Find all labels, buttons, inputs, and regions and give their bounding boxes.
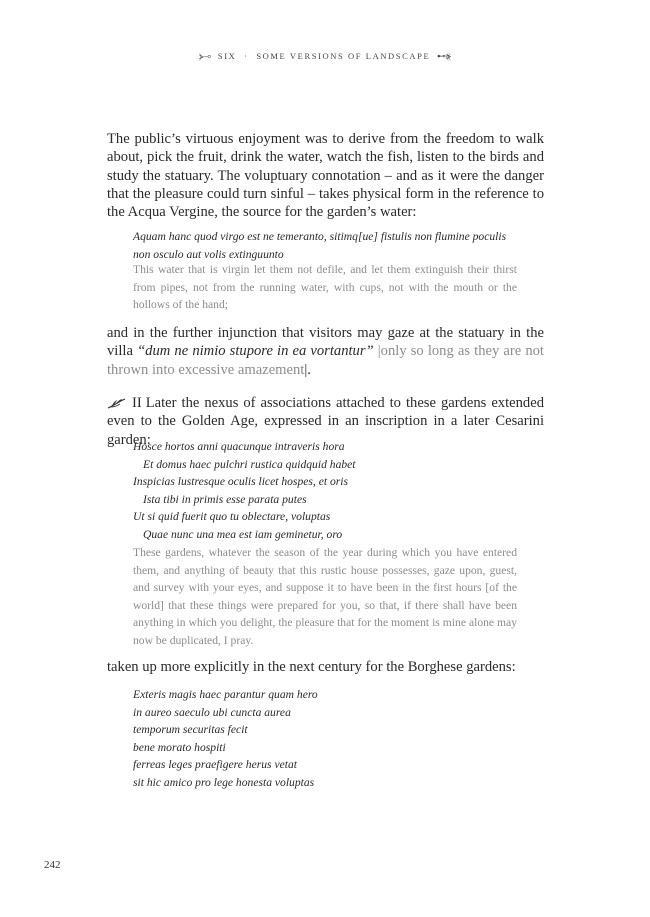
phrase-translation-close: |. — [304, 361, 311, 378]
latin-line: temporum securitas fecit — [133, 723, 248, 736]
latin-phrase: “dum ne nimio stupore in ea vortantur” — [137, 343, 374, 360]
latin-line: ferreas leges praefigere herus vetat — [133, 758, 297, 771]
header-separator: · — [244, 51, 249, 61]
latin-line: bene morato hospiti — [133, 740, 226, 754]
latin-line: Hosce hortos anni quacunque intraveris hora — [133, 440, 345, 453]
ornament-left-icon: ⦔⊸ — [198, 51, 212, 61]
ornament-right-icon: ⊷⦕ — [437, 51, 452, 61]
latin-line: Quae nunc una mea est iam geminetur, oro — [143, 527, 343, 541]
latin-line: Aquam hanc quod virgo est ne temeranto, sitimq[ue] fistulis non flumine poculis — [133, 230, 507, 243]
section-text: Later the nexus of associations attached to these gardens extended even to the Golden Age, expressed in an inscription in a later Cesarini garden: — [107, 395, 544, 448]
translation-2: These gardens, whatever the season of the year during which you have entered them, and anything of beauty that this rustic house possesses, gaze upon, guest, and survey with your eyes, and suppose it to have been in the first hours [of the world] that these things were prepared for you, so that, if there shall have been anything in which you delight, the pleasure that for the moment is mine alone may now be duplicated, I pray. — [133, 546, 517, 647]
section-number: II — [132, 395, 142, 411]
latin-line: Ista tibi in primis esse parata putes — [143, 492, 307, 506]
page-number: 242 — [44, 859, 61, 871]
latin-line: Ut si quid fuerit quo tu oblectare, voluptas — [133, 510, 331, 523]
latin-quote-3 — [133, 686, 553, 791]
latin-line: Exteris magis haec parantur quam hero — [133, 688, 318, 701]
latin-line: Inspicias lustresque oculis licet hospes, et oris — [133, 475, 348, 488]
paragraph-4: taken up more explicitly in the next century for the Borghese gardens: — [107, 659, 516, 675]
paragraph-2-lead: and in the further injunction that visitors may gaze at the statuary in the villa — [107, 325, 544, 360]
latin-line: sit hic amico pro lege honesta voluptas — [133, 775, 315, 789]
phrase-translation: |only so long as they are not thrown into excessive amazement — [107, 343, 544, 378]
chapter-title: SOME VERSIONS OF LANDSCAPE — [256, 51, 431, 61]
running-head — [0, 51, 650, 62]
latin-line: in aureo saeculo ubi cuncta aurea — [133, 705, 291, 719]
latin-quote-2 — [133, 438, 553, 543]
latin-line: non osculo aut volis extinguunto — [133, 247, 284, 261]
paragraph-1: The public’s virtuous enjoyment was to derive from the freedom to walk about, pick the fruit, drink the water, watch the fish, listen to the birds and study the statuary. The voluptuary connotation – and as it were the danger that the pleasure could turn sinful – takes physical form in the reference to the Acqua Vergine, the source for the garden’s water: — [107, 131, 544, 221]
latin-line: Et domus haec pulchri rustica quidquid habet — [143, 457, 356, 471]
translation-1: This water that is virgin let them not defile, and let them extinguish their thirst from pipes, not from the running water, with cups, not with the mouth or the hollows of the hand; — [133, 263, 517, 312]
latin-quote-1 — [133, 228, 553, 263]
leaf-fleuron-icon — [107, 398, 126, 409]
chapter-number: SIX — [217, 51, 237, 61]
paragraph-2 — [107, 324, 544, 379]
